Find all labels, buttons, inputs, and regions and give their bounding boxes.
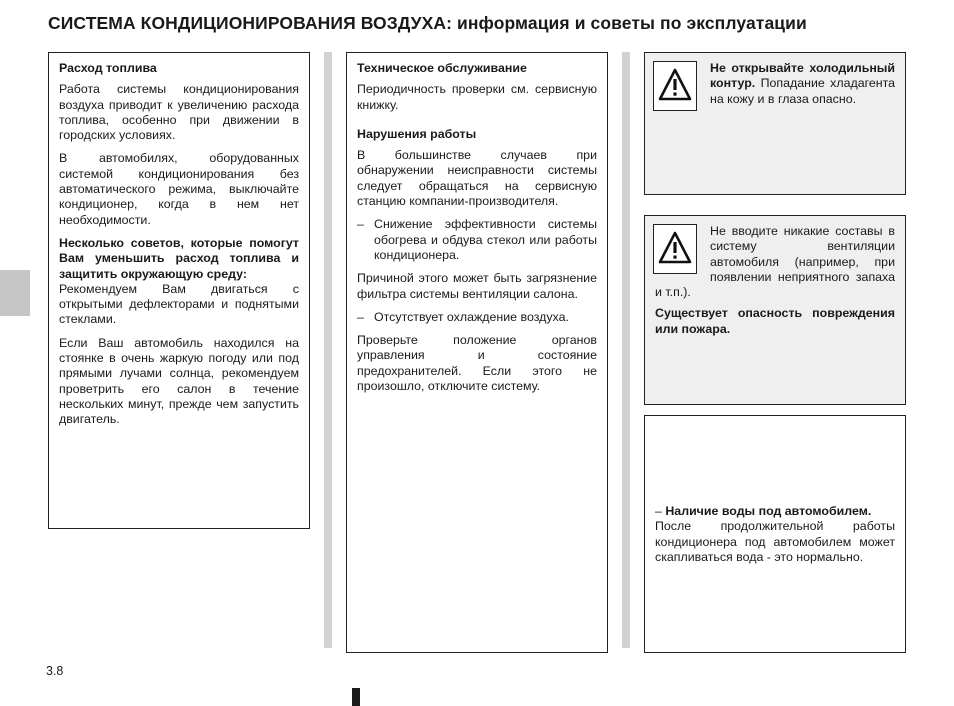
- malfunctions-paragraph: В большинстве случаев при обнаружении неисправности системы следует обращаться на сервисную станцию компании-производителя.: [357, 148, 597, 209]
- page-title-main: СИСТЕМА КОНДИЦИОНИРОВАНИЯ ВОЗДУХА:: [48, 13, 453, 33]
- page-title: [48, 13, 928, 34]
- fuel-paragraph: Если Ваш автомобиль находился на стоянке в очень жаркую погоду или под прямыми лучами солнца, рекомендуем проветрить его салон в течение нескольких минут, прежде чем запустить двигатель.: [59, 335, 299, 427]
- water-info-text: [655, 504, 895, 573]
- tips-paragraph: Рекомендуем Вам двигаться с открытыми дефлекторами и поднятыми стеклами.: [59, 281, 299, 327]
- fuel-paragraph: Работа системы кондиционирования воздуха приводит к увеличению расхода топлива, особенно при движении в городских условиях.: [59, 82, 299, 143]
- warning-text: Попадание хладагента на кожу и в глаза опасно.: [710, 76, 895, 106]
- maintenance-heading: Техническое обслуживание: [357, 61, 527, 75]
- warning-text-refrigerant: [710, 61, 895, 115]
- malfunctions-paragraph: Проверьте положение органов управления и состояние предохранителей. Если этого не произошло, отключите систему.: [357, 333, 597, 394]
- page-marker: [352, 688, 360, 706]
- warning-bold: Существует опасность повреждения или пожара.: [655, 306, 895, 336]
- list-dash: –: [655, 504, 662, 518]
- water-paragraph: После продолжительной работы кондиционера под автомобилем может скапливаться вода - это нормально.: [655, 519, 895, 564]
- list-dash: –: [357, 309, 364, 324]
- fuel-paragraph: В автомобилях, оборудованных системой кондиционирования без автоматического режима, выключайте кондиционер, когда в нем нет необходимости.: [59, 151, 299, 227]
- warning-text-ventilation: [655, 224, 895, 337]
- list-dash: –: [357, 217, 364, 232]
- chapter-tab: [0, 270, 30, 316]
- list-item: [357, 310, 597, 325]
- list-item: [357, 217, 597, 263]
- list-item-text: Снижение эффективности системы обогрева и обдува стекол или работы кондиционера.: [374, 217, 597, 262]
- warning-triangle-icon: [653, 61, 697, 111]
- maintenance-text: [357, 61, 597, 402]
- malfunctions-heading: Нарушения работы: [357, 126, 477, 141]
- page-title-sub: информация и советы по эксплуатации: [452, 13, 807, 33]
- malfunctions-paragraph: Причиной этого может быть загрязнение фильтра системы вентиляции салона.: [357, 271, 597, 301]
- column-divider: [622, 52, 630, 648]
- tips-heading: Несколько советов, которые помогут Вам уменьшить расход топлива и защитить окружающую среду:: [59, 235, 299, 281]
- warning-bold: Не открывайте холодильный контур.: [710, 61, 895, 91]
- water-heading: Наличие воды под автомобилем.: [665, 504, 872, 518]
- maintenance-paragraph: Периодичность проверки см. сервисную книжку.: [357, 82, 597, 112]
- column-divider: [324, 52, 332, 648]
- fuel-heading: Расход топлива: [59, 61, 157, 75]
- fuel-consumption-text: [59, 61, 299, 436]
- warning-text: Не вводите никакие составы в систему вентиляции автомобиля (например, при появлении неприятного запаха и т.п.).: [655, 224, 895, 300]
- list-item-text: Отсутствует охлаждение воздуха.: [374, 309, 569, 324]
- page-number: 3.8: [46, 664, 64, 678]
